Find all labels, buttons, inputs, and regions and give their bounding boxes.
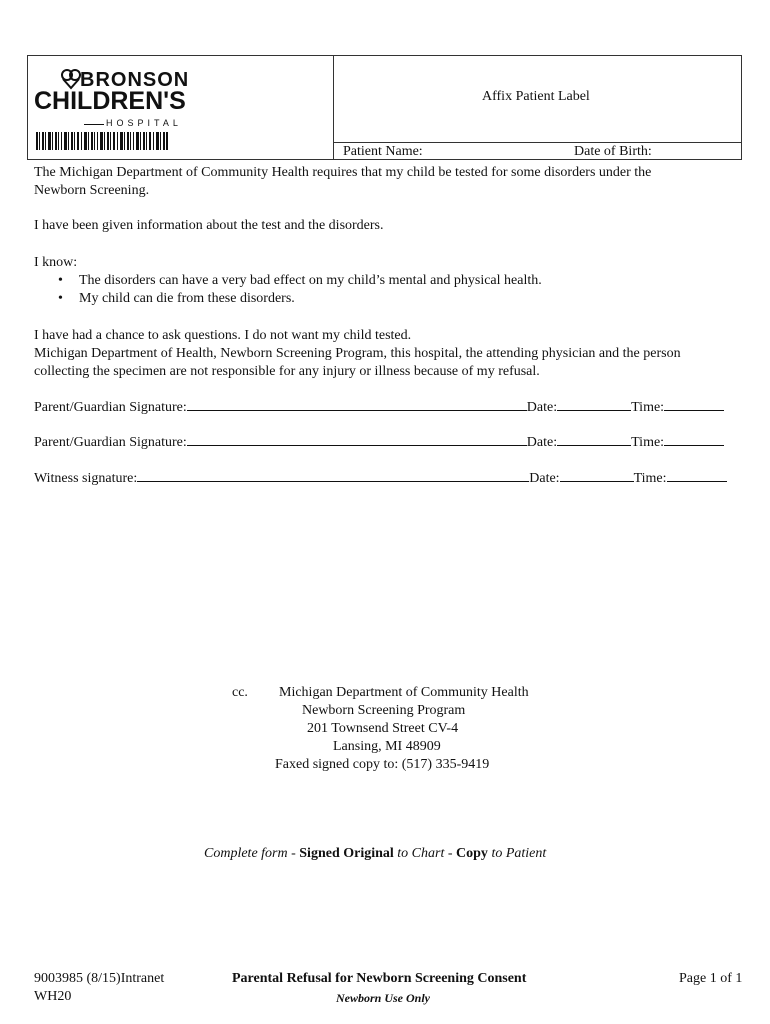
form-number: 9003985 (8/15)Intranet — [34, 971, 165, 986]
cc-line-4: Lansing, MI 48909 — [333, 739, 441, 754]
intro-text-line-1: The Michigan Department of Community Health requires that my child be tested for some disorders under the — [34, 165, 652, 180]
cc-line-5: Faxed signed copy to: (517) 335-9419 — [275, 757, 490, 772]
witness-signature-label: Witness signature: — [34, 471, 138, 486]
refusal-text-line-2: Michigan Department of Health, Newborn Screening Program, this hospital, the attending physician and the person — [34, 346, 681, 361]
form-title: Parental Refusal for Newborn Screening Consent — [232, 971, 527, 986]
date-label: Date: — [529, 471, 560, 486]
page-number: Page 1 of 1 — [679, 971, 743, 986]
cc-prefix: cc. — [232, 685, 248, 700]
time-label: Time: — [633, 471, 667, 486]
patient-name-label: Patient Name: — [343, 144, 423, 159]
date-field[interactable] — [557, 433, 631, 446]
witness-signature-row — [34, 469, 744, 488]
logo-line-2: CHILDREN'S — [34, 87, 186, 115]
bullet-item-1: The disorders can have a very bad effect on my child’s mental and physical health. — [79, 273, 542, 288]
signature-field[interactable] — [187, 433, 527, 446]
signature-field[interactable] — [187, 398, 527, 411]
cc-line-2: Newborn Screening Program — [302, 703, 466, 718]
instruction-part-3: to Chart - — [393, 846, 457, 861]
bullet-dot-icon: • — [58, 273, 63, 288]
signature-row — [34, 433, 744, 452]
time-field[interactable] — [664, 398, 724, 411]
barcode — [36, 132, 168, 150]
logo-line-1: BRONSON — [80, 69, 190, 91]
date-field[interactable] — [560, 469, 634, 482]
cc-line-1: Michigan Department of Community Health — [279, 685, 529, 700]
hospital-logo — [34, 68, 194, 128]
intro-text-line-2: Newborn Screening. — [34, 183, 150, 198]
time-field[interactable] — [667, 469, 727, 482]
cc-line-3: 201 Townsend Street CV-4 — [307, 721, 459, 736]
logo-line-3: HOSPITAL — [106, 118, 182, 128]
form-subtitle: Newborn Use Only — [336, 991, 431, 1005]
instruction-signed-original: Signed Original — [299, 846, 394, 861]
info-given-text: I have been given information about the test and the disorders. — [34, 218, 384, 233]
instruction-part-5: to Patient — [487, 846, 547, 861]
time-label: Time: — [631, 435, 665, 450]
refusal-text-line-1: I have had a chance to ask questions. I do not want my child tested. — [34, 328, 412, 343]
witness-signature-field[interactable] — [137, 469, 529, 482]
header-divider — [333, 55, 334, 160]
date-label: Date: — [526, 435, 558, 450]
form-code: WH20 — [34, 989, 72, 1004]
time-label: Time: — [631, 400, 665, 415]
instruction-part-1: Complete form - — [204, 846, 300, 861]
affix-patient-label: Affix Patient Label — [482, 89, 590, 104]
routing-instructions — [204, 845, 546, 863]
signature-label: Parent/Guardian Signature: — [34, 435, 187, 450]
refusal-text-line-3: collecting the specimen are not responsible for any injury or illness because of my refusal. — [34, 364, 540, 379]
bullet-item-2: My child can die from these disorders. — [79, 291, 295, 306]
date-field[interactable] — [557, 398, 631, 411]
logo-underline — [84, 124, 104, 125]
date-of-birth-label: Date of Birth: — [574, 144, 652, 159]
date-label: Date: — [526, 400, 558, 415]
signature-row — [34, 398, 744, 417]
i-know-heading: I know: — [34, 255, 78, 270]
time-field[interactable] — [664, 433, 724, 446]
instruction-copy: Copy — [456, 846, 488, 861]
signature-label: Parent/Guardian Signature: — [34, 400, 187, 415]
bullet-dot-icon: • — [58, 291, 63, 306]
